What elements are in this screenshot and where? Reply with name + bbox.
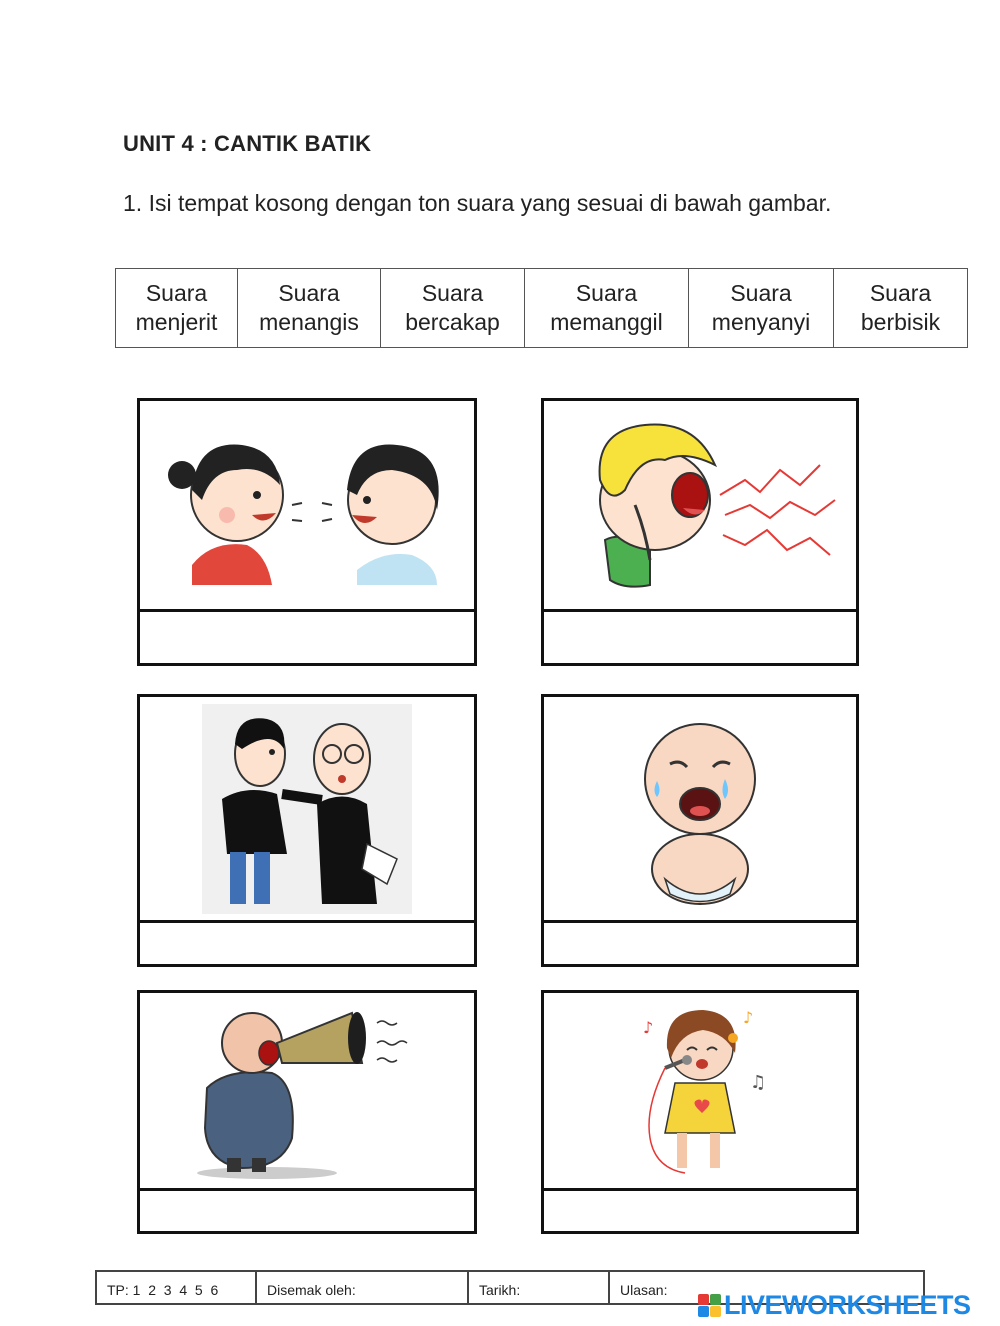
remarks-label: Ulasan: <box>620 1282 668 1298</box>
tp-cell <box>97 1272 257 1303</box>
logo-text: LIVEWORKSHEETS <box>724 1290 971 1320</box>
man-whispering-illustration <box>202 704 412 914</box>
logo-mark-icon <box>698 1294 721 1317</box>
picture-card <box>137 398 477 666</box>
answer-box[interactable] <box>544 1189 856 1231</box>
date-label: Tarikh: <box>479 1282 521 1298</box>
answer-box[interactable] <box>140 609 474 663</box>
picture-card <box>541 990 859 1234</box>
picture-area <box>140 993 474 1191</box>
word-bank-cell: Suara berbisik <box>834 269 968 348</box>
unit-title: UNIT 4 : CANTIK BATIK <box>123 131 372 156</box>
answer-box[interactable] <box>140 920 474 964</box>
liveworksheets-logo <box>698 1290 971 1321</box>
picture-card <box>541 398 859 666</box>
baby-crying-illustration <box>625 709 775 909</box>
svg-text:♪: ♪ <box>743 1008 754 1027</box>
word-bank-cell: Suara menyanyi <box>689 269 834 348</box>
answer-box[interactable] <box>544 920 856 964</box>
picture-area <box>544 401 856 612</box>
answer-input[interactable] <box>544 920 856 964</box>
word-bank-cell: Suara bercakap <box>381 269 525 348</box>
answer-input[interactable] <box>544 1189 856 1231</box>
two-children-talking-illustration <box>152 415 462 595</box>
tp-levels: 1 2 3 4 5 6 <box>132 1282 219 1298</box>
picture-card <box>137 990 477 1234</box>
picture-card <box>137 694 477 967</box>
answer-input[interactable] <box>140 920 474 964</box>
word-bank-cell: Suara memanggil <box>525 269 689 348</box>
answer-input[interactable] <box>140 1189 474 1231</box>
picture-area <box>140 401 474 612</box>
picture-area <box>544 697 856 923</box>
answer-input[interactable] <box>544 609 856 663</box>
answer-input[interactable] <box>140 609 474 663</box>
girl-singing-illustration <box>615 998 785 1183</box>
svg-text:♪: ♪ <box>643 1018 654 1037</box>
instruction-text: 1. Isi tempat kosong dengan ton suara yang sesuai di bawah gambar. <box>123 190 832 216</box>
answer-box[interactable] <box>544 609 856 663</box>
picture-area <box>140 697 474 923</box>
answer-box[interactable] <box>140 1189 474 1231</box>
date-cell <box>469 1272 610 1303</box>
word-bank-cell: Suara menjerit <box>116 269 238 348</box>
checked-by-label: Disemak oleh: <box>267 1282 356 1298</box>
svg-text:♫: ♫ <box>750 1072 767 1093</box>
checked-by-cell <box>257 1272 469 1303</box>
word-bank-table <box>115 268 968 348</box>
picture-area <box>544 993 856 1191</box>
tp-label: TP: <box>107 1282 129 1298</box>
word-bank-cell: Suara menangis <box>238 269 381 348</box>
picture-card <box>541 694 859 967</box>
man-megaphone-illustration <box>187 998 427 1183</box>
boy-shouting-illustration <box>555 410 845 600</box>
